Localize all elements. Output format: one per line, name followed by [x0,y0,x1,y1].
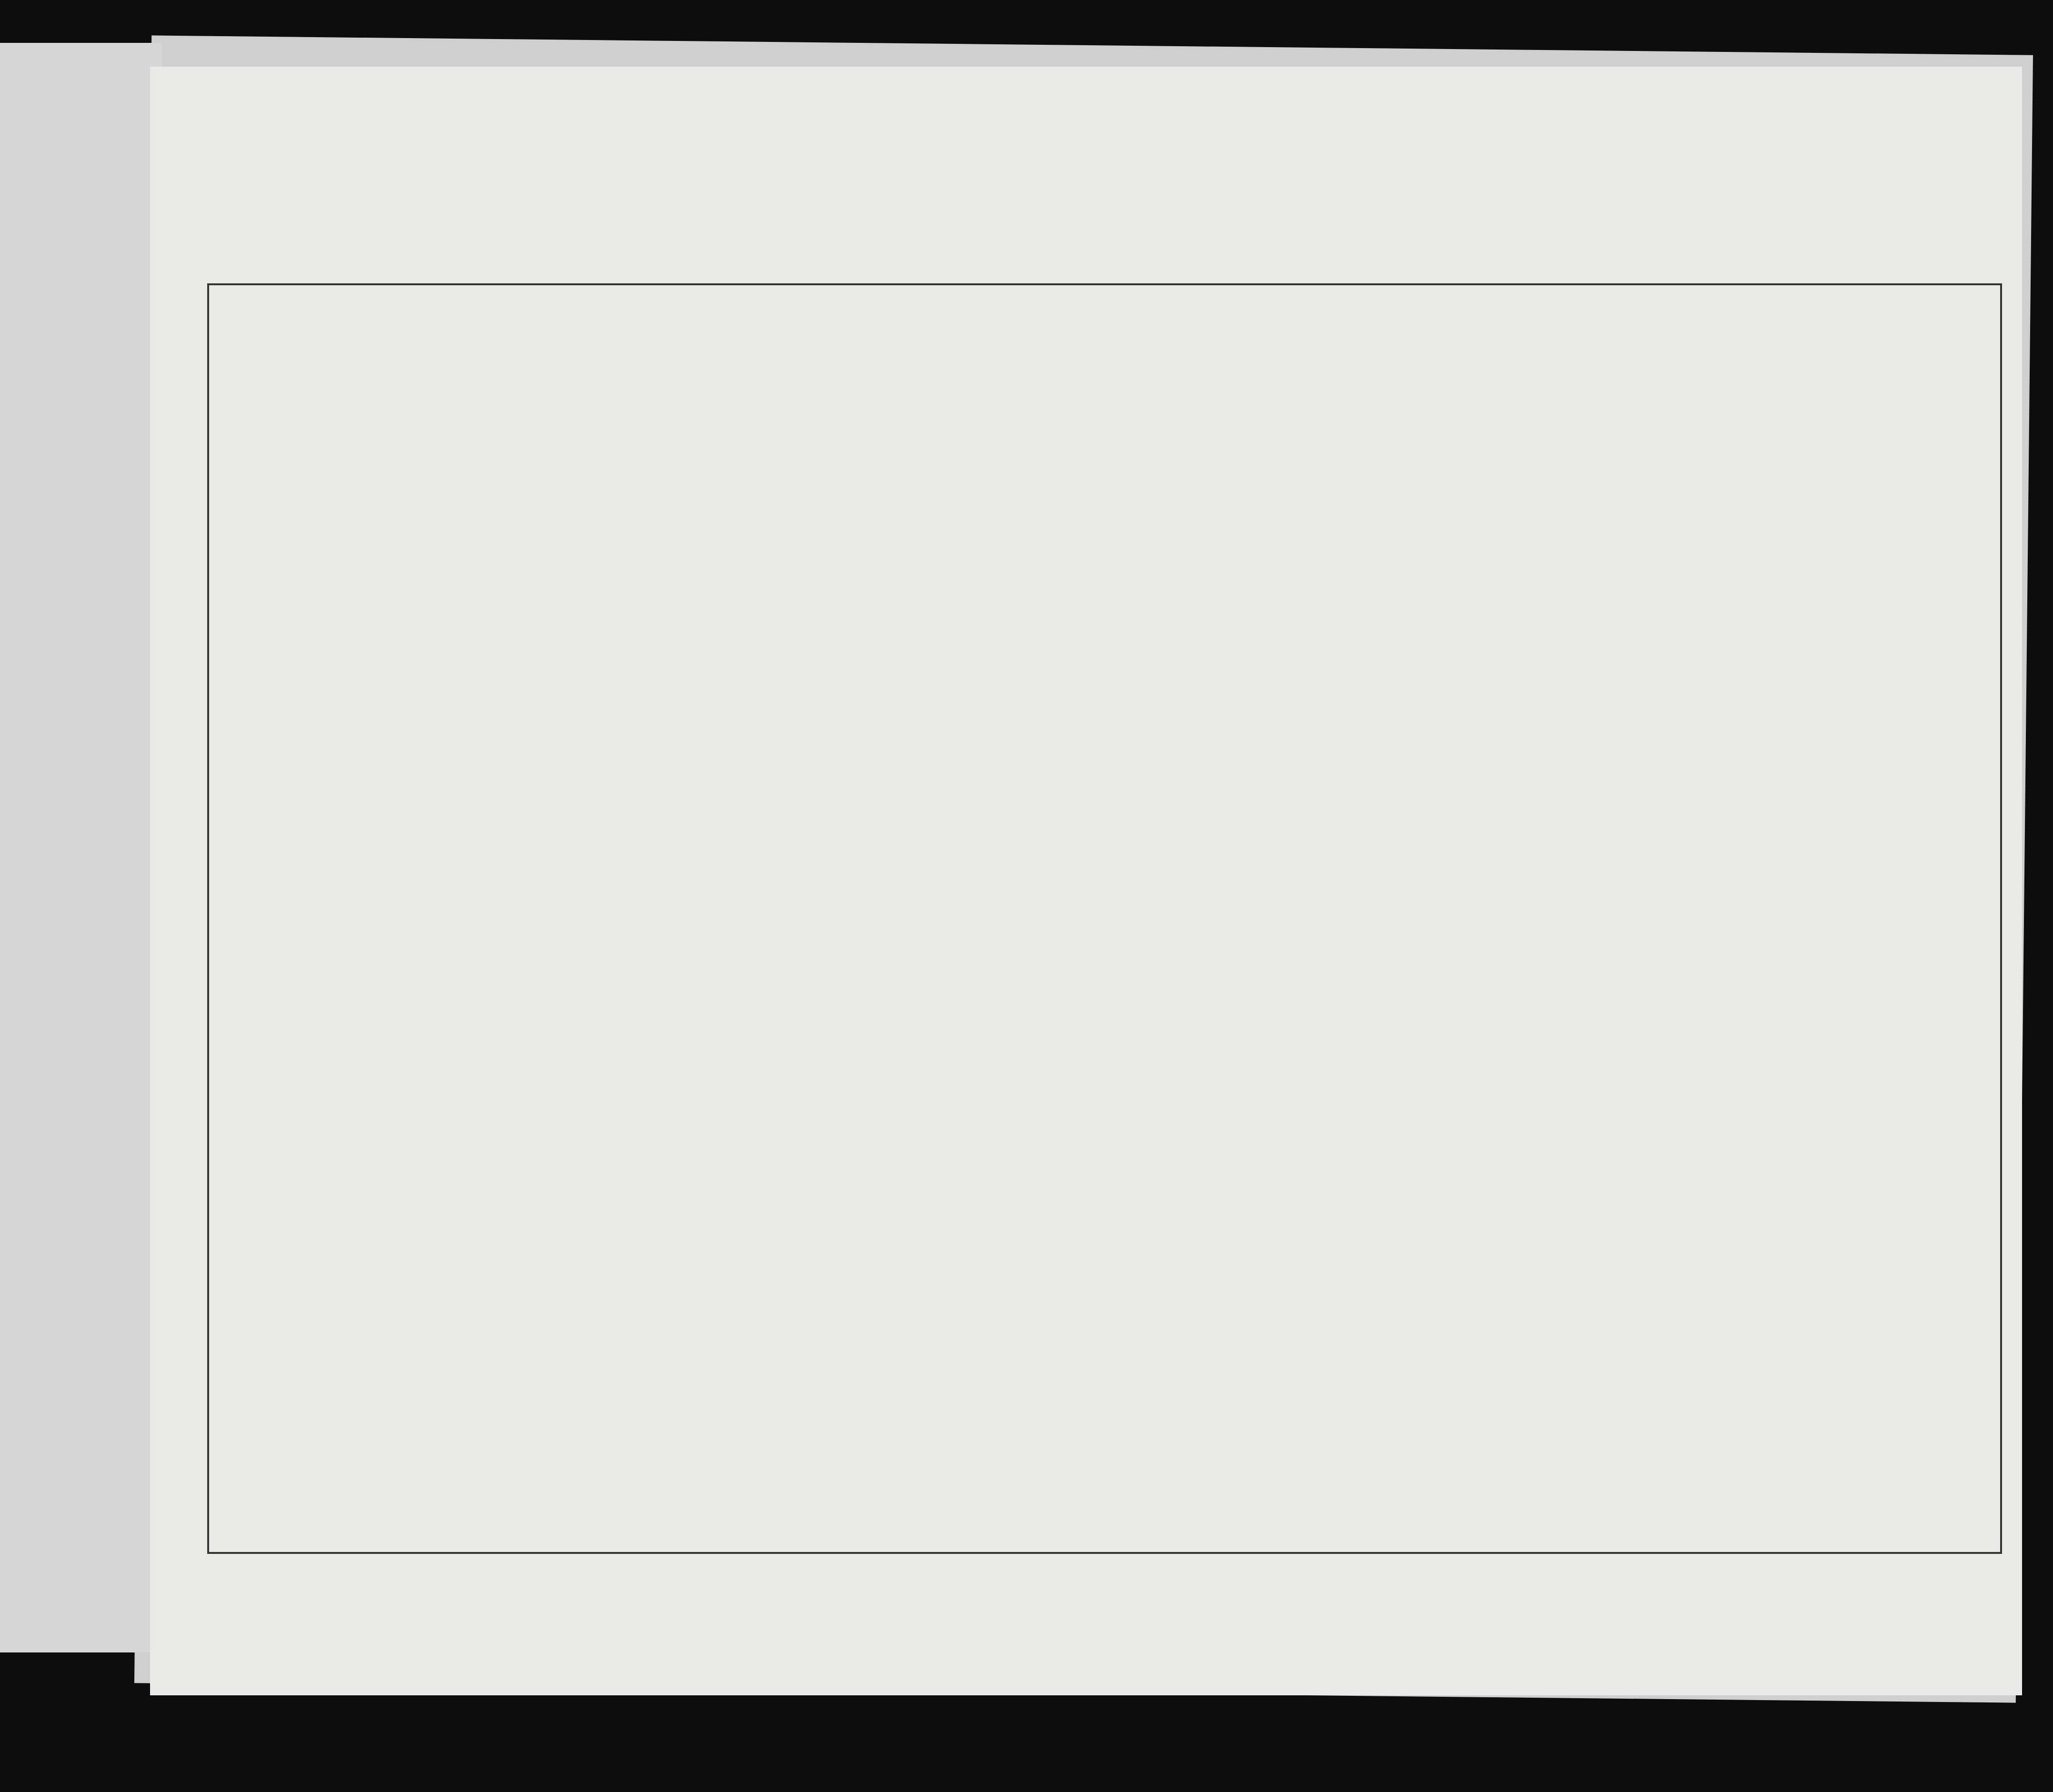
left-stub-sheet [0,43,162,1652]
manifest-sheet [150,67,2022,1695]
arrival-line [217,236,492,272]
manifest-table [207,283,2002,1554]
